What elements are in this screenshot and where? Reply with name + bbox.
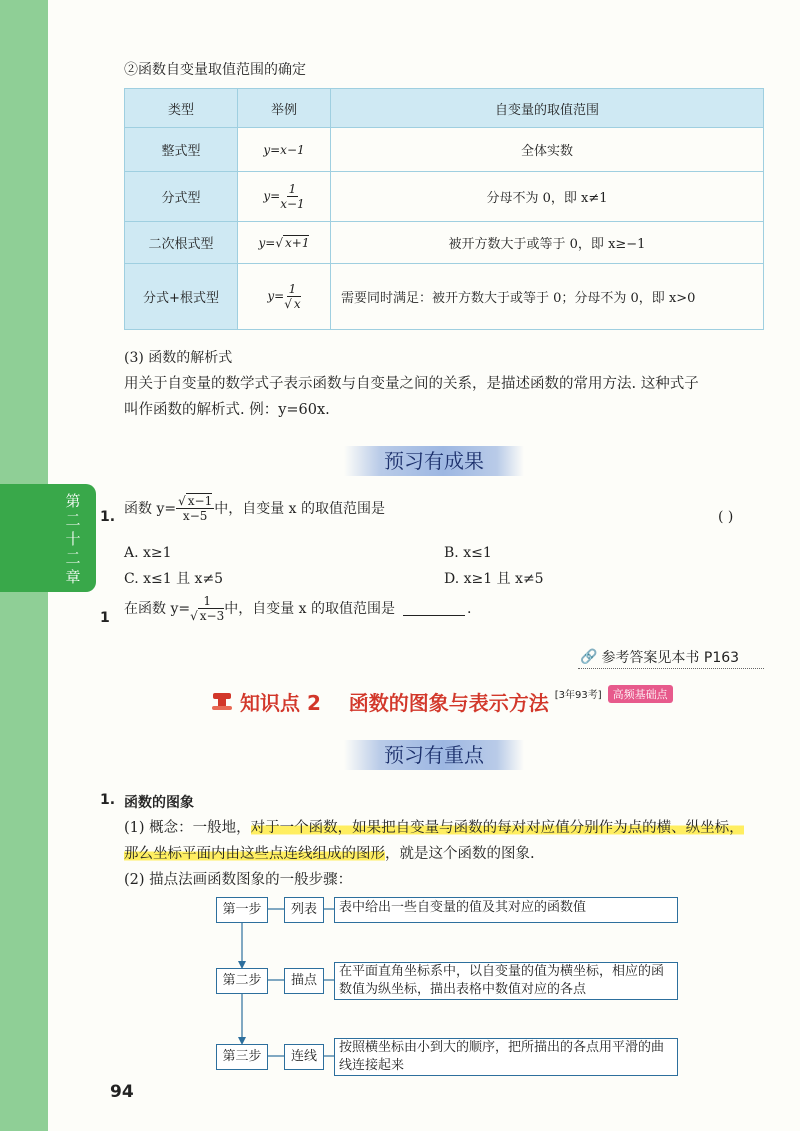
step-1-label: 第一步 [216, 897, 268, 923]
step-2-label: 第二步 [216, 968, 268, 994]
q1-post: 中，自变量 x 的取值范围是 [214, 500, 386, 517]
step-1-action: 列表 [284, 897, 324, 923]
row-range: 分母不为 0，即 x≠1 [331, 172, 764, 222]
q2-post: 中，自变量 x 的取值范围是 [224, 600, 396, 617]
kp2-frequency-tag: [3年93考] [554, 690, 602, 701]
step-1-description: 表中给出一些自变量的值及其对应的函数值 [334, 897, 678, 923]
step-3-description: 按照横坐标由小到大的顺序，把所描出的各点用平滑的曲线连接起来 [334, 1038, 678, 1076]
concept-highlight-1: 对于一个函数，如果把自变量与函数的每对对应值分别作为点的横、纵坐标， [250, 820, 744, 836]
question-1-stem [124, 494, 385, 523]
q2-fraction: $\frac{1}{√ x-3}$ [190, 594, 225, 623]
row-example: y=√ x+1 [238, 222, 331, 264]
q2-pre: 在函数 y= [124, 600, 191, 617]
header-type: 类型 [125, 89, 238, 128]
range-section-title: ②函数自变量取值范围的确定 [124, 62, 306, 78]
answer-reference[interactable] [580, 647, 739, 667]
concept-highlight-2: 那么坐标平面内由这些点连线组成的图形 [124, 846, 385, 862]
pushpin-icon [210, 691, 234, 713]
graph-heading: 函数的图象 [124, 795, 194, 811]
answer-reference-rule [578, 668, 764, 669]
row-type: 二次根式型 [125, 222, 238, 264]
q1-option-c[interactable]: C. x≤1 且 x≠5 [124, 571, 224, 587]
step-3-label: 第三步 [216, 1044, 268, 1070]
step-2-description: 在平面直角坐标系中，以自变量的值为横坐标，相应的函数值为纵坐标，描出表格中数值对应的各点 [334, 962, 678, 1000]
row-type: 分式+根式型 [125, 264, 238, 330]
q1-option-d[interactable]: D. x≥1 且 x≠5 [444, 571, 544, 587]
table-row [125, 172, 764, 222]
section-banner-preview-results: 预习有成果 [344, 446, 524, 476]
page-number: 94 [110, 1082, 134, 1102]
row-example: y= $\frac{1}{√ x}$ [238, 264, 331, 330]
row-example: y= $\frac{1}{x-1}$ [238, 172, 331, 222]
step-3-action: 连线 [284, 1044, 324, 1070]
chapter-tab-label: 第二十二章 [65, 492, 81, 586]
answer-reference-text: 参考答案见本书 P163 [601, 650, 740, 666]
kp2-badge: 高频基础点 [608, 685, 673, 703]
analytic-line-2: 叫作函数的解析式. 例：y=60x. [124, 402, 330, 418]
link-icon: 🔗 [580, 649, 598, 665]
row-type: 分式型 [125, 172, 238, 222]
q1-fraction: $\frac{√ x-1}{x-5}$ [178, 494, 213, 523]
header-range: 自变量的取值范围 [331, 89, 764, 128]
section-banner-preview-key-points: 预习有重点 [344, 740, 524, 770]
range-table [124, 88, 764, 330]
step-2-action: 描点 [284, 968, 324, 994]
steps-heading: (2) 描点法画函数图象的一般步骤： [124, 872, 353, 888]
question-2-number: 1 [100, 610, 110, 626]
q1-answer-paren[interactable]: ( ) [718, 509, 734, 525]
table-row [125, 222, 764, 264]
concept-line-1: (1) 概念：一般地，对于一个函数，如果把自变量与函数的每对对应值分别作为点的横、纵坐标， [124, 820, 744, 836]
q1-pre: 函数 y= [124, 500, 177, 517]
knowledge-point-2-heading [210, 687, 673, 716]
concept-line-2: 那么坐标平面内由这些点连线组成的图形，就是这个函数的图象. [124, 846, 535, 862]
knowledge-point-2-title: 知识点 2 函数的图象与表示方法 [240, 691, 549, 715]
row-example: y=x−1 [238, 128, 331, 172]
row-range: 需要同时满足：被开方数大于或等于 0；分母不为 0，即 x>0 [331, 264, 764, 330]
q2-answer-blank[interactable] [403, 601, 465, 616]
table-row [125, 128, 764, 172]
question-1-number: 1. [100, 509, 116, 525]
q1-option-b[interactable]: B. x≤1 [444, 545, 492, 561]
analytic-heading: (3) 函数的解析式 [124, 350, 233, 366]
analytic-line-1: 用关于自变量的数学式子表示函数与自变量之间的关系，是描述函数的常用方法. 这种式子 [124, 376, 699, 392]
header-example: 举例 [238, 89, 331, 128]
q1-option-a[interactable]: A. x≥1 [124, 545, 172, 561]
table-row [125, 264, 764, 330]
table-header-row [125, 89, 764, 128]
row-range: 被开方数大于或等于 0，即 x≥−1 [331, 222, 764, 264]
row-range: 全体实数 [331, 128, 764, 172]
question-2-stem: 在函数 y= $\frac{1}{√ x-3}$ 中，自变量 x 的取值范围是 . [124, 594, 472, 623]
row-type: 整式型 [125, 128, 238, 172]
graph-number: 1. [100, 792, 116, 808]
